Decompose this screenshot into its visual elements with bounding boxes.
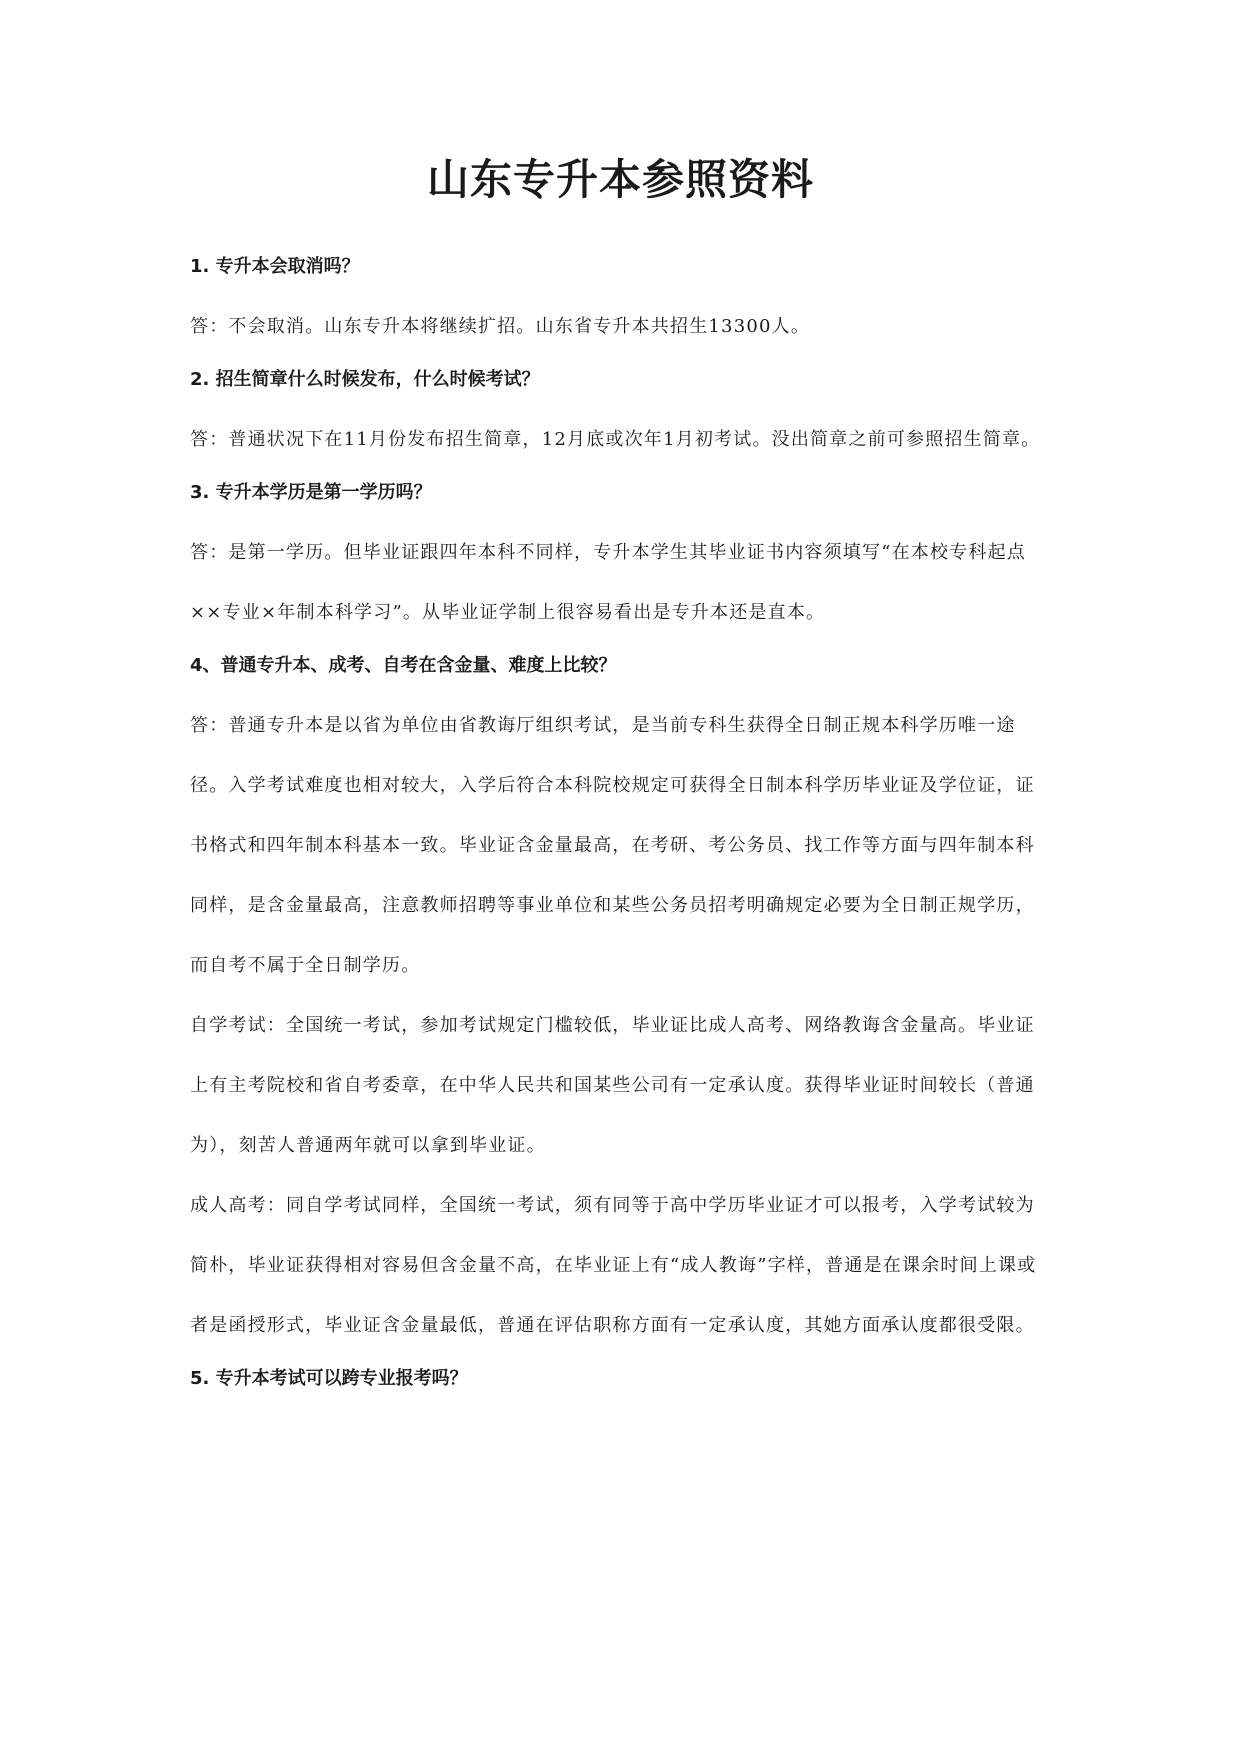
answer-paragraph: 答：不会取消。山东专升本将继续扩招。山东省专升本共招生13300人。 <box>190 316 811 337</box>
question-heading: 5. 专升本考试可以跨专业报考吗？ <box>190 1368 468 1389</box>
answer-paragraph: 答：普通专升本是以省为单位由省教诲厅组织考试，是当前专科生获得全日制正规本科学历唯一途径。入学考试难度也相对较大，入学后符合本科院校规定可获得全日制本科学历毕业证及学位证，证书格式和四年制本科基本一致。毕业证含金量最高，在考研、考公务员、找工作等方面与四年制本科同样，是含金量最高，注意教师招聘等事业单位和某些公务员招考明确规定必要为全日制正规学历，而自考不属于全日制学历。 <box>190 715 1035 976</box>
answer-paragraph: 答：是第一学历。但毕业证跟四年本科不同样，专升本学生其毕业证书内容须填写“在本校专科起点××专业×年制本科学习”。从毕业证学制上很容易看出是专升本还是直本。 <box>190 542 1026 623</box>
question-heading: 4、普通专升本、成考、自考在含金量、难度上比较？ <box>190 655 617 676</box>
document-body <box>190 254 1052 1426</box>
section-2 <box>190 367 1052 470</box>
self-study-exam-paragraph: 自学考试：全国统一考试，参加考试规定门槛较低，毕业证比成人高考、网络教诲含金量高。毕业证上有主考院校和省自考委章，在中华人民共和国某些公司有一定承认度。获得毕业证时间较长（普通为），刻苦人普通两年就可以拿到毕业证。 <box>190 1015 1035 1156</box>
question-heading: 2. 招生简章什么时候发布，什么时候考试？ <box>190 369 540 390</box>
document-title: 山东专升本参照资料 <box>426 155 814 204</box>
section-5 <box>190 1366 1052 1392</box>
question-heading: 3. 专升本学历是第一学历吗？ <box>190 482 432 503</box>
answer-paragraph: 答：普通状况下在11月份发布招生简章，12月底或次年1月初考试。没出简章之前可参照招生简章。 <box>190 429 1041 450</box>
section-3 <box>190 480 1052 643</box>
section-4 <box>190 653 1052 1356</box>
section-1 <box>190 254 1052 357</box>
adult-exam-paragraph: 成人高考：同自学考试同样，全国统一考试，须有同等于高中学历毕业证才可以报考，入学考试较为简朴，毕业证获得相对容易但含金量不高，在毕业证上有“成人教诲”字样，普通是在课余时间上课或者是函授形式，毕业证含金量最低，普通在评估职称方面有一定承认度，其她方面承认度都很受限。 <box>190 1195 1037 1336</box>
question-heading: 1. 专升本会取消吗？ <box>190 256 360 277</box>
